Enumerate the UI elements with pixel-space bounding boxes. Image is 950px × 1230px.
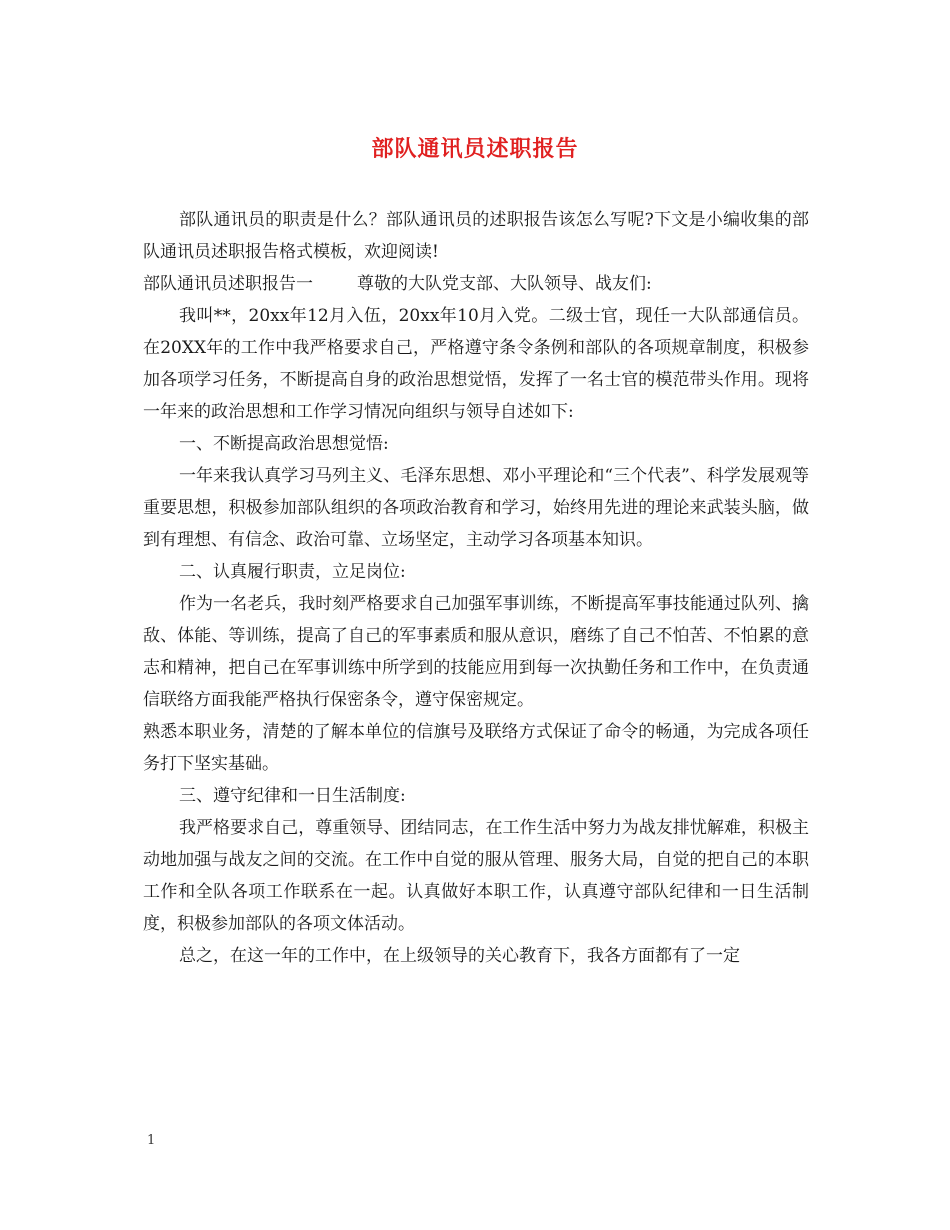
body-paragraph-1: 我叫**，20xx年12月入伍，20xx年10月入党。二级士官，现任一大队部通信员。在20XX年的工作中我严格要求自己，严格遵守条令条例和部队的各项规章制度，积极参加各项学习任务，不断提高自身的政治思想觉悟，发挥了一名士官的模范带头作用。现将一年来的政治思想和工作学习情况向组织与领导自述如下: — [143, 306, 809, 422]
body-paragraph-2: 一年来我认真学习马列主义、毛泽东思想、邓小平理论和“三个代表”、科学发展观等重要思想，积极参加部队组织的各项政治教育和学习，始终用先进的理论来武装头脑，做到有理想、有信念、政治可靠、立场坚定，主动学习各项基本知识。 — [143, 466, 809, 550]
body-paragraph-6: 总之，在这一年的工作中，在上级领导的关心教育下，我各方面都有了一定 — [179, 946, 740, 966]
section-heading-3: 三、遵守纪律和一日生活制度: — [179, 786, 406, 806]
document-body — [143, 204, 809, 972]
section-heading-1: 一、不断提高政治思想觉悟: — [179, 434, 389, 454]
page-number: 1 — [147, 1133, 156, 1148]
intro-paragraph: 部队通讯员的职责是什么？部队通讯员的述职报告该怎么写呢?下文是小编收集的部队通讯员述职报告格式模板，欢迎阅读! — [143, 210, 809, 262]
body-paragraph-4: 熟悉本职业务，清楚的了解本单位的信旗号及联络方式保证了命令的畅通，为完成各项任务打下坚实基础。 — [143, 722, 809, 774]
salutation: 尊敬的大队党支部、大队领导、战友们: — [357, 274, 652, 294]
section-heading-2: 二、认真履行职责，立足岗位: — [179, 562, 406, 582]
report-heading-line — [143, 268, 809, 300]
document-title: 部队通讯员述职报告 — [371, 136, 579, 162]
body-paragraph-3: 作为一名老兵，我时刻严格要求自己加强军事训练，不断提高军事技能通过队列、擒敌、体能、等训练，提高了自己的军事素质和服从意识，磨练了自己不怕苦、不怕累的意志和精神，把自己在军事训练中所学到的技能应用到每一次执勤任务和工作中，在负责通信联络方面我能严格执行保密条令，遵守保密规定。 — [143, 594, 809, 710]
body-paragraph-5: 我严格要求自己，尊重领导、团结同志，在工作生活中努力为战友排忧解难，积极主动地加强与战友之间的交流。在工作中自觉的服从管理、服务大局，自觉的把自己的本职工作和全队各项工作联系在一起。认真做好本职工作，认真遵守部队纪律和一日生活制度，积极参加部队的各项文体活动。 — [143, 818, 809, 934]
report-heading: 部队通讯员述职报告一 — [143, 274, 313, 294]
